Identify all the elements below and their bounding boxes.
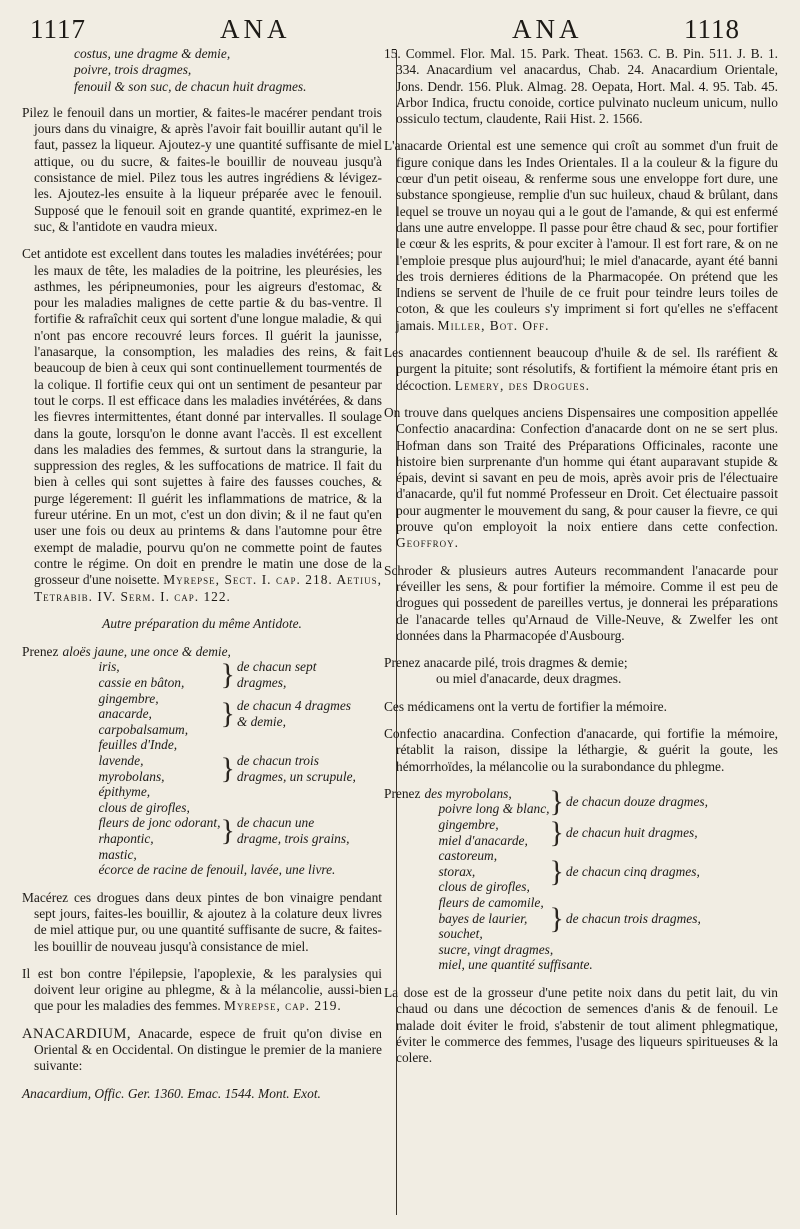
ingredient: des myrobolans,: [424, 785, 512, 801]
recipe-table: [22, 644, 357, 878]
synonyms-paragraph: 15. Commel. Flor. Mal. 15. Park. Theat. 1563. C. B. Pin. 511. J. B. 1. 334. Anacardium vel anacardus, Chab. 24. Anacardium Orientale, Jons. Dendr. 156. Pluk. Almag. 28. Oepata, Hort. Mal. 4. 95. Tab. 45. Arbor Indica, fructu conoide, cortice pulvinato nucleum unicum, nullo ossiculo tectum, claudente, Raii Hist. 2. 1566.: [384, 46, 778, 127]
ingredient: poivre long & blanc,: [438, 801, 550, 817]
reference: Geoffroy.: [396, 535, 460, 551]
ingredient: fleurs de camomile,: [438, 895, 544, 911]
ingredient: iris,: [98, 659, 120, 675]
ingredient: écorce de racine de fenouil, lavée, une livre.: [98, 862, 336, 878]
quantity: de chacun trois dragmes,: [565, 910, 701, 926]
section-subtitle: Autre préparation du même Antidote.: [102, 615, 302, 631]
brace: }: [549, 855, 564, 889]
brace: }: [220, 697, 235, 731]
paragraph: [384, 138, 778, 334]
ingredient-group: [424, 817, 549, 848]
paragraph: La dose est de la grosseur d'une petite noix dans du petit lait, du vin chaud ou dans une décoction de semences d'anis & de fenouil. Le malade doit éviter le froid, s'abstenir de tout aliment phlegmatique, éviter le commerce des femmes, l'usage des liqueurs spiritueuses & la colere.: [384, 985, 778, 1066]
ingredient: lavende,: [98, 752, 144, 768]
ingredient: souchet,: [438, 926, 483, 942]
paragraph: [22, 966, 382, 1015]
ingredient: carpobalsamum,: [98, 721, 189, 737]
ingredient-group: [424, 786, 549, 817]
brace: }: [220, 658, 235, 692]
continued-recipe: [22, 46, 382, 95]
quantity: de chacun douze dragmes,: [565, 793, 708, 809]
ingredient: miel d'anacarde,: [438, 832, 528, 848]
paragraph: Pilez le fenouil dans un mortier, & faites-le macérer pendant trois jours dans du vinaigre, & après l'avoir fait bouillir autant qu'il le faut, passez la liqueur. Ajoutez-y une quantité suffisante de miel attique, ou du sucre, & faites-le bouillir de nouveau jusqu'à consistance de miel. Pilez tous les autres ingrédiens & lévigez-les. Ajoutez-les ensuite à la liqueur préparée avec le fenouil. Supposé que le fenouil soit en grande quantité, exprimez-en le suc, & l'antidote en vaudra mieux.: [22, 104, 382, 234]
ingredient: rhapontic,: [98, 830, 154, 846]
ingredient-group: [62, 800, 220, 862]
ingredient: clous de girofles,: [438, 879, 530, 895]
short-recipe: [384, 655, 778, 688]
ingredient: feuilles d'Inde,: [98, 737, 178, 753]
text-line: costus, une dragme & demie,: [74, 46, 231, 61]
ingredient: épithyme,: [98, 784, 151, 800]
page-number-left: 1117: [30, 14, 86, 44]
ingredient: cassie en bâton,: [98, 674, 185, 690]
ingredient: fleurs de jonc odorant,: [98, 815, 221, 831]
paragraph: Macérez ces drogues dans deux pintes de bon vinaigre pendant sept jours, faites-les bouillir, & ajoutez à la colature deux livres de miel attique pur, ou une quantité suffisante de sucre, & faites-les bouillir de nouveau jusqu'à consistance de miel.: [22, 889, 382, 954]
ingredient: sucre, vingt dragmes,: [438, 941, 554, 957]
recipe-verb: Prenez: [22, 643, 59, 659]
paragraph-text: Les anacardes contiennent beaucoup d'huile & de sel. Ils raréfient & purgent la pituite; sont résolutifs, & fortifient la mémoire étant pris en décoction.: [384, 345, 778, 393]
ingredient: myrobolans,: [98, 768, 165, 784]
ingredient-group: [62, 659, 220, 690]
ingredient-group: [62, 737, 220, 799]
running-title-right: ANA: [512, 14, 583, 44]
ingredient: aloës jaune, une once & demie,: [62, 643, 231, 659]
paragraph-text: Il est bon contre l'épilepsie, l'apoplexie, & les paralysies qui doivent leur origine au phlegme, & à la mélancolie, aussi-bien que pour les maladies des femmes.: [22, 965, 382, 1014]
quantity: de chacun une dragme, trois grains,: [236, 815, 350, 846]
paragraph: Confectio anacardina. Confection d'anacarde, qui fortifie la mémoire, rétablit la raison, dissipe la léthargie, & guérit la goute, les hémorrhoïdes, la mélancolie ou la surabondance du phlegme.: [384, 725, 778, 774]
paragraph-text: On trouve dans quelques anciens Dispensaires une composition appellée Confectio anacardina: Confection d'anacarde dont on ne se sert plus. Hofman dans son Traité des Préparations Officinales, raconte une histoire bien surprenante d'un homme qui étant auparavant stupide & épais, devint si savant en peu de mois, après avoir pris de l'électuaire d'anacarde, qu'il fut nommé Professeur en Droit. Cet électuaire passoit pour augmenter le mouvement du sang, & pour causer la fievre, ce qui prouve qu'on employoit la noix entiere dans cette confection.: [384, 404, 778, 535]
paragraph: Schroder & plusieurs autres Auteurs recommandent l'anacarde pour réveiller les sens, & pour fortifier la mémoire. Comme il est peu de drogues qui possedent de pareilles vertus, je donnerai les préparations de l'anacarde telles qu'Arnaud de Ville-Neuve, & Zwelfer les ont données dans la Pharmacopée d'Ausbourg.: [384, 562, 778, 643]
ingredient: storax,: [438, 863, 476, 879]
recipe-verb: Prenez: [384, 785, 421, 801]
ingredient-group: [424, 942, 708, 973]
page-number-right: 1118: [684, 14, 740, 44]
text-line: fenouil & son suc, de chacun huit dragmes.: [74, 78, 307, 94]
ingredient: gingembre,: [98, 690, 159, 706]
ingredient: mastic,: [98, 846, 137, 862]
entry-headword: ANACARDIUM,: [22, 1025, 132, 1042]
brace: }: [220, 814, 235, 848]
ingredient-group: [424, 848, 549, 895]
brace: }: [549, 901, 564, 935]
ingredient: clous de girofles,: [98, 799, 190, 815]
entry-anacardium: [22, 1026, 382, 1075]
ingredient-group: [424, 895, 549, 942]
reference: Myrepse, cap. 219.: [224, 998, 342, 1014]
brace: }: [220, 752, 235, 786]
text-line: ou miel d'anacarde, deux dragmes.: [436, 671, 622, 687]
quantity: de chacun trois dragmes, un scrupule,: [236, 752, 356, 784]
ingredient: castoreum,: [438, 848, 498, 864]
text-line: Prenez anacarde pilé, trois dragmes & demie;: [384, 655, 628, 671]
ingredient: miel, une quantité suffisante.: [438, 957, 593, 973]
brace: }: [549, 816, 564, 850]
reference: Miller, Bot. Off.: [437, 317, 550, 333]
ingredient: anacarde,: [98, 706, 152, 722]
ingredient: gingembre,: [438, 817, 499, 833]
right-column: [384, 46, 778, 1077]
running-title-left: ANA: [220, 14, 291, 44]
paragraph-text: Anacarde, espece de fruit qu'on divise en Oriental & en Occidental. On distingue le premier de la maniere suivante:: [34, 1025, 382, 1074]
text-line: poivre, trois dragmes,: [74, 62, 192, 78]
quantity: de chacun cinq dragmes,: [565, 863, 700, 879]
quantity: de chacun sept dragmes,: [236, 659, 317, 690]
paragraph: Ces médicamens ont la vertu de fortifier la mémoire.: [384, 698, 667, 714]
synonyms-line: Anacardium, Offic. Ger. 1360. Emac. 1544. Mont. Exot.: [22, 1085, 321, 1101]
paragraph: [384, 345, 778, 394]
paragraph: [384, 405, 778, 552]
quantity: de chacun 4 dragmes & demie,: [236, 698, 352, 729]
left-column: [22, 46, 382, 1113]
paragraph-text: L'anacarde Oriental est une semence qui croît au sommet d'un fruit de figure conique dans les Indes Orientales. Il a la couleur & la figure du cœur d'un petit oiseau, & renferme sous une enveloppe fort dure, une substance spongieuse, remplie d'un suc huileux, chaud & brûlant, dans lequel se trouve un noyau qui a le gout de l'amande, & qui est enfermé dans une autre enveloppe. Il passe pour être chaud & sec, pour fortifier le cœur & les esprits, & pour exciter à l'amour. Il est fort rare, & on ne l'emploie presque plus aujourd'hui; le miel d'anacarde, ayant été banni des trois dernieres éditions de la Pharmacopée. On prétend que les Indiens se servent de l'huile de ce fruit pour teindre leurs toiles de coton, & que les couleurs s'y impriment si fort qu'elles ne s'effacent jamais.: [384, 138, 778, 333]
reference: Myrepse, Sect. I. cap. 218. Aetius, Tetrabib. IV. Serm. I. cap. 122.: [34, 572, 382, 604]
reference: Lemery, des Drogues.: [454, 377, 591, 393]
recipe-table: [384, 786, 708, 973]
ingredient-group: [62, 691, 220, 738]
paragraph: [22, 246, 382, 605]
paragraph-text: Cet antidote est excellent dans toutes les maladies invétérées; pour les maux de tête, les maladies de la poitrine, les pleurésies, les asthmes, les péripneumonies, pour les aigreurs d'estomac, & pour les maladies malignes de cette partie & du bas-ventre. Il fortifie & rafraîchit ceux qui sortent d'une longue maladie, & qui n'ont pas encore recouvré leurs forces. Il guérit la jaunisse, l'anasarque, la consomption, les maladies des reins, & fait beaucoup de bien à ceux qui sont continuellement tourmentés de la colique. Il fortifie ceux qui ont un sentiment de pesanteur par tout le corps. Il est efficace dans les maladies invétérées, & dans les fievres intermittentes, étant donné par intervalles. Il soulage dans la goute, lorsqu'on le donne avant l'accès. Il est excellent dans les maladies des femmes, & surtout dans la strangurie, la suppression des regles, & les suffocations de matrice. Il fait du bien à celles qui sont sujettes à faire des fausses couches, & purge légerement: Il guérit les inflammations de matrice, & la fureur utérine. En un mot, c'est un don divin; & il ne faut qu'en user une fois ou deux au printems & dans l'automne pour être exempt de maladie, pourvu qu'on ne commette point de fautes contre le régime. On doit en prendre le matin une dose de la grosseur d'une noisette.: [22, 246, 382, 588]
quantity: de chacun huit dragmes,: [565, 824, 698, 840]
ingredient: bayes de laurier,: [438, 910, 528, 926]
brace: }: [549, 784, 564, 818]
